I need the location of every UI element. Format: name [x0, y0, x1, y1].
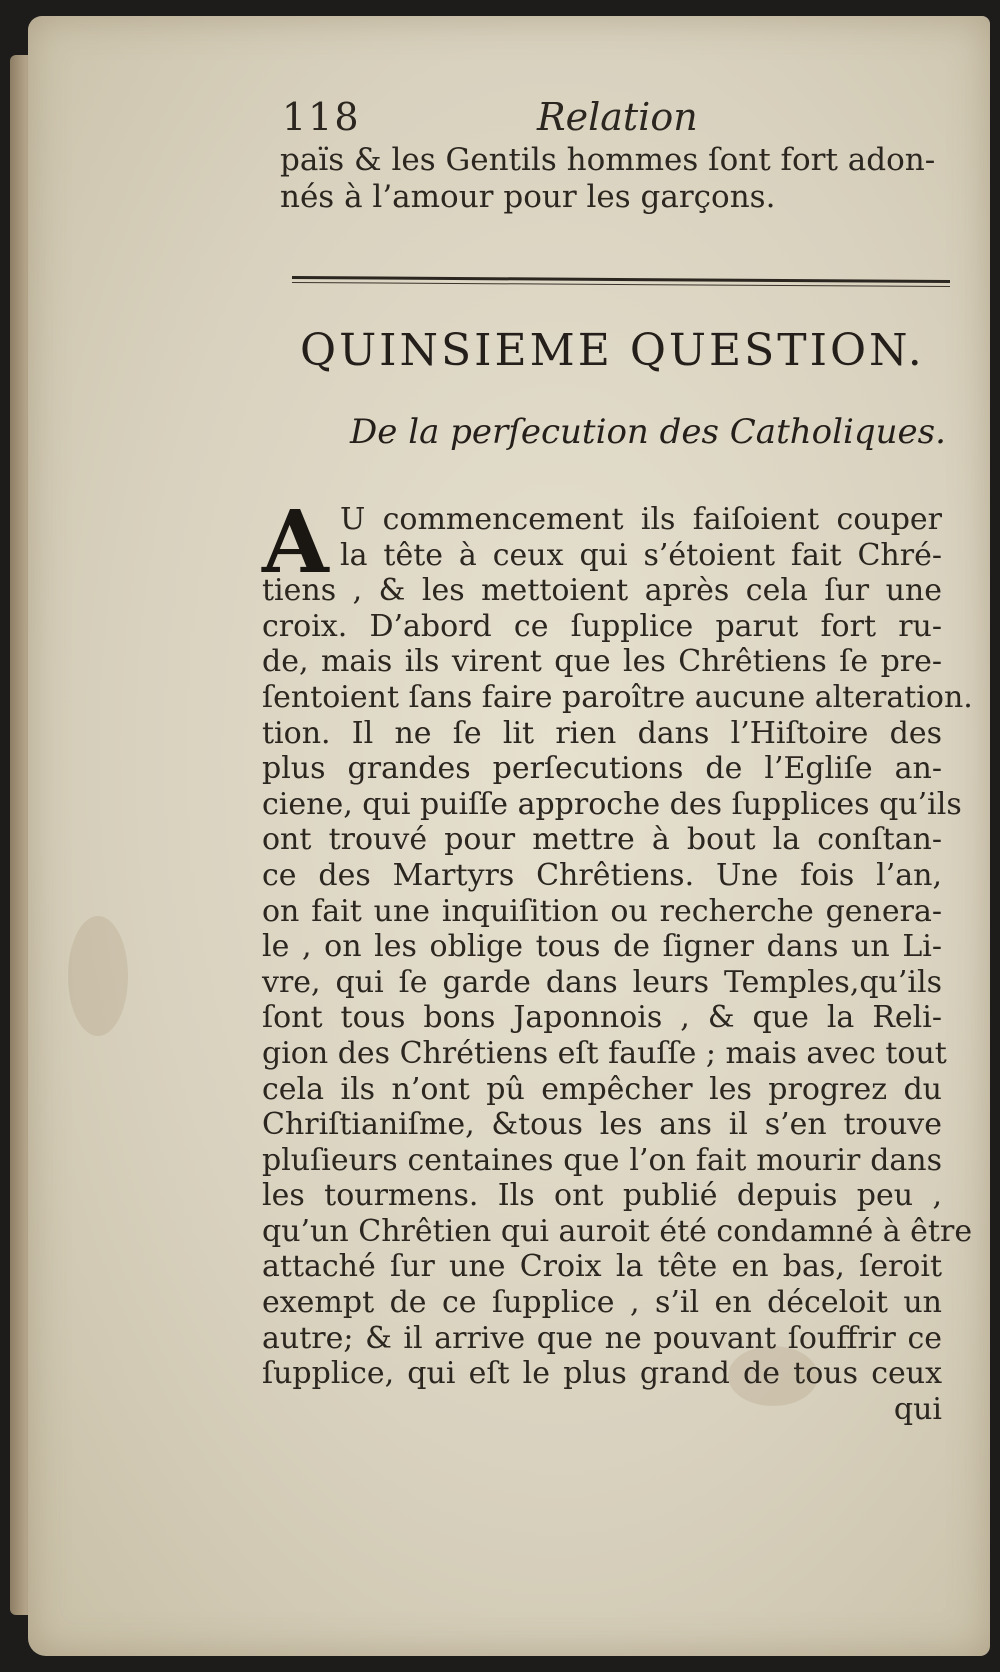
text-line: ciene, qui puiſſe approche des ſupplices qu’ils [262, 786, 962, 822]
text-line: ſentoient ſans faire paroître aucune alteration. [262, 679, 973, 715]
chapter-subtitle: De la perſecution des Catholiques. [350, 412, 946, 452]
page-number: 118 [282, 95, 361, 139]
running-title: Relation [537, 95, 698, 139]
text-line: vre, qui ſe garde dans leurs Temples,qu’ils [262, 964, 942, 1000]
text-line: tion. Il ne ſe lit rien dans l’Hiſtoire des [262, 715, 942, 751]
text-line: ont trouvé pour mettre à bout la conſtan- [262, 822, 942, 858]
body-text [262, 492, 973, 1427]
carryover-text [280, 142, 936, 216]
text-line: de, mais ils virent que les Chrêtiens ſe pre- [262, 644, 942, 680]
text-line: les tourmens. Ils ont publié depuis peu , [262, 1178, 942, 1214]
page-header [282, 95, 902, 139]
stain [68, 916, 128, 1036]
text-line: tiens , & les mettoient après cela ſur une [262, 573, 942, 609]
text-line: attaché ſur une Croix la tête en bas, ſeroit [262, 1249, 942, 1285]
text-line: autre; & il arrive que ne pouvant ſouffrir ce [262, 1320, 942, 1356]
text-line: U commencement ils faiſoient couper [340, 502, 942, 537]
text-line: ſupplice, qui eſt le plus grand de tous ceux [262, 1356, 942, 1392]
text-line: on fait une inquiſition ou recherche genera- [262, 893, 942, 929]
text-line: exempt de ce ſupplice , s’il en déceloit un [262, 1285, 942, 1321]
text-line: la tête à ceux qui s’étoient fait Chré- [340, 537, 942, 573]
text-line: Chriſtianiſme, &tous les ans il s’en trouve [262, 1107, 942, 1143]
text-line: croix. D’abord ce ſupplice parut fort ru- [262, 608, 942, 644]
text-line: ſont tous bons Japonnois , & que la Reli- [262, 1000, 942, 1036]
text-line: cela ils n’ont pû empêcher les progrez du [262, 1071, 942, 1107]
text-line: pluſieurs centaines que l’on fait mourir dans [262, 1142, 942, 1178]
catchword: qui [893, 1391, 942, 1427]
text-line: plus grandes perſecutions de l’Egliſe an- [262, 751, 942, 787]
text-line: gion des Chrétiens eſt fauſſe ; mais avec tout [262, 1035, 947, 1071]
text-line: païs & les Gentils hommes ſont fort adon- [280, 142, 936, 178]
drop-cap: A [262, 492, 329, 593]
chapter-title: QUINSIEME QUESTION. [300, 325, 925, 376]
text-line: ce des Martyrs Chrêtiens. Une fois l’an, [262, 857, 942, 893]
text-line: qu’un Chrêtien qui auroit été condamné à être [262, 1213, 973, 1249]
text-line: nés à l’amour pour les garçons. [280, 179, 776, 215]
text-line: le , on les oblige tous de ſigner dans un Li- [262, 929, 942, 965]
